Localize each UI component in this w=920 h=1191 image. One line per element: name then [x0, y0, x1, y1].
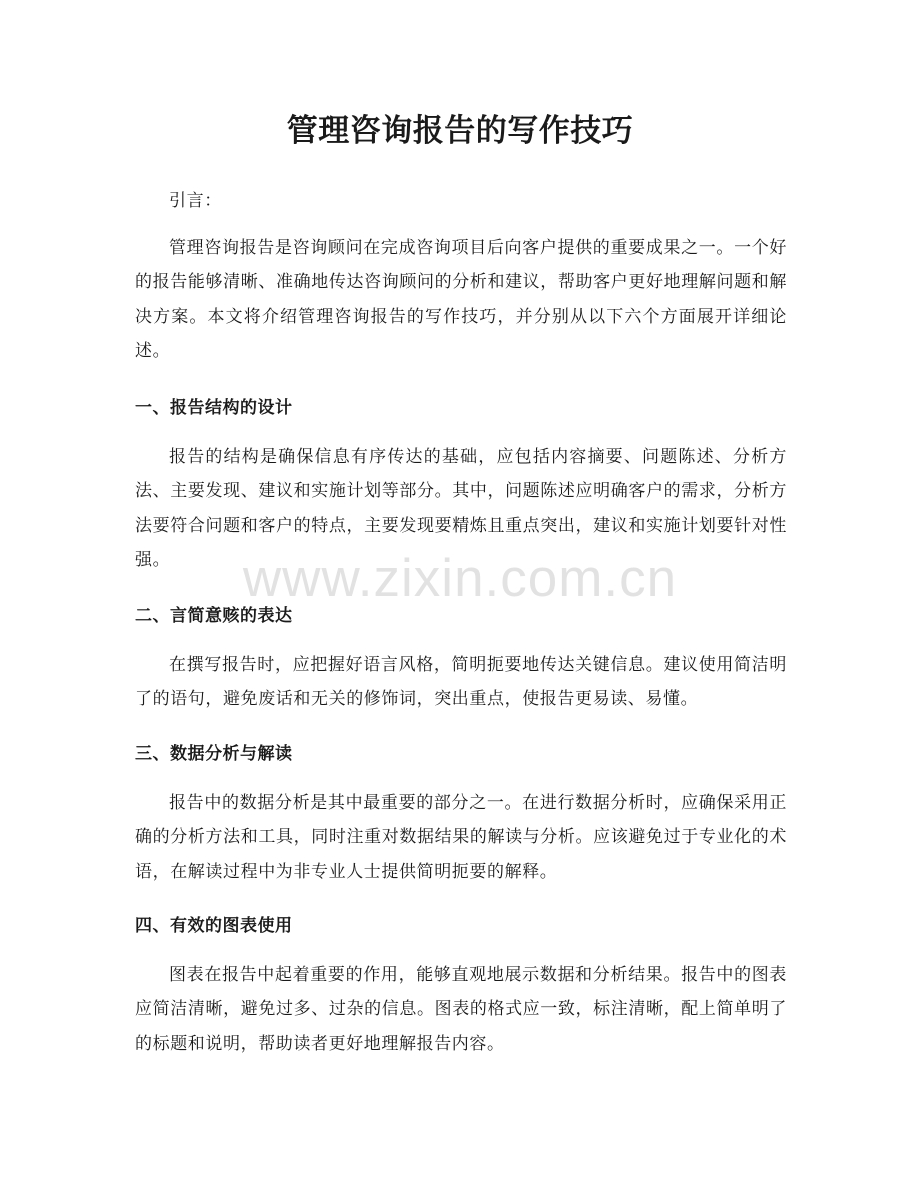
- watermark-text: www.zixin.com.cn: [242, 549, 678, 608]
- section-4-body: 图表在报告中起着重要的作用，能够直观地展示数据和分析结果。报告中的图表应简洁清晰，避免过多、过杂的信息。图表的格式应一致，标注清晰，配上简单明了的标题和说明，帮助读者更好地理解报告内容。: [135, 965, 787, 1054]
- document-title: 管理咨询报告的写作技巧: [286, 113, 634, 149]
- section-1-heading: 一、报告结构的设计: [135, 398, 293, 418]
- section-2-body: 在撰写报告时，应把握好语言风格，简明扼要地传达关键信息。建议使用简洁明了的语句，避免废话和无关的修饰词，突出重点，使报告更易读、易懂。: [135, 655, 787, 710]
- section-4-heading: 四、有效的图表使用: [135, 916, 293, 936]
- section-1-body: 报告的结构是确保信息有序传达的基础，应包括内容摘要、问题陈述、分析方法、主要发现、建议和实施计划等部分。其中，问题陈述应明确客户的需求，分析方法要符合问题和客户的特点，主要发现要精炼且重点突出，建议和实施计划要针对性强。: [135, 447, 787, 571]
- section-3-body: 报告中的数据分析是其中最重要的部分之一。在进行数据分析时，应确保采用正确的分析方法和工具，同时注重对数据结果的解读与分析。应该避免过于专业化的术语，在解读过程中为非专业人士提供简明扼要的解释。: [135, 793, 787, 882]
- intro-paragraph: 管理咨询报告是咨询顾问在完成咨询项目后向客户提供的重要成果之一。一个好的报告能够清晰、准确地传达咨询顾问的分析和建议，帮助客户更好地理解问题和解决方案。本文将介绍管理咨询报告的写作技巧，并分别从以下六个方面展开详细论述。: [135, 238, 787, 362]
- section-2-heading: 二、言简意赅的表达: [135, 606, 293, 626]
- intro-label: 引言：: [169, 191, 222, 211]
- section-3-heading: 三、数据分析与解读: [135, 744, 293, 764]
